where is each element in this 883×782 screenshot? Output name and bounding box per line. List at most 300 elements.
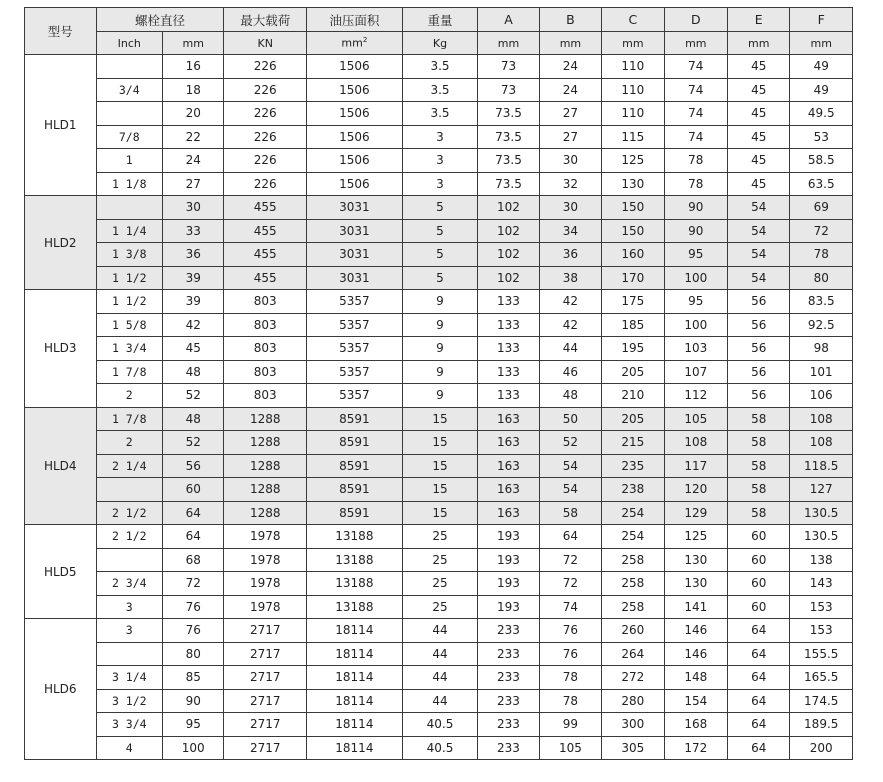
cell-c: 110 (602, 102, 664, 126)
cell-weight: 9 (402, 290, 478, 314)
cell-load: 1978 (224, 548, 307, 572)
cell-load: 226 (224, 172, 307, 196)
cell-area: 8591 (307, 431, 403, 455)
cell-e: 60 (728, 595, 790, 619)
cell-a: 163 (478, 501, 539, 525)
cell-a: 73.5 (478, 172, 539, 196)
table-row (25, 149, 853, 173)
cell-d: 74 (664, 78, 727, 102)
cell-area: 5357 (307, 290, 403, 314)
cell-c: 215 (602, 431, 664, 455)
cell-d: 95 (664, 290, 727, 314)
cell-inch: 1 1/4 (96, 219, 162, 243)
cell-a: 133 (478, 337, 539, 361)
cell-area: 1506 (307, 125, 403, 149)
cell-mm: 76 (162, 595, 223, 619)
table-row (25, 501, 853, 525)
cell-b: 27 (539, 125, 601, 149)
table-row (25, 642, 853, 666)
cell-load: 2717 (224, 689, 307, 713)
cell-weight: 5 (402, 196, 478, 220)
cell-weight: 44 (402, 666, 478, 690)
cell-load: 1288 (224, 454, 307, 478)
cell-area: 18114 (307, 689, 403, 713)
cell-weight: 3 (402, 149, 478, 173)
cell-c: 185 (602, 313, 664, 337)
cell-b: 54 (539, 478, 601, 502)
cell-c: 258 (602, 548, 664, 572)
cell-f: 143 (790, 572, 853, 596)
cell-load: 455 (224, 266, 307, 290)
table-row (25, 337, 853, 361)
cell-f: 130.5 (790, 525, 853, 549)
cell-b: 24 (539, 78, 601, 102)
cell-f: 53 (790, 125, 853, 149)
cell-d: 74 (664, 125, 727, 149)
table-row (25, 102, 853, 126)
cell-weight: 9 (402, 360, 478, 384)
cell-c: 150 (602, 219, 664, 243)
cell-area: 13188 (307, 572, 403, 596)
cell-load: 1288 (224, 478, 307, 502)
cell-load: 226 (224, 125, 307, 149)
cell-f: 58.5 (790, 149, 853, 173)
cell-f: 78 (790, 243, 853, 267)
cell-model: HLD1 (25, 55, 97, 196)
cell-f: 127 (790, 478, 853, 502)
cell-inch: 1 7/8 (96, 360, 162, 384)
cell-load: 1288 (224, 407, 307, 431)
cell-d: 117 (664, 454, 727, 478)
cell-c: 300 (602, 713, 664, 737)
cell-area: 8591 (307, 454, 403, 478)
cell-e: 54 (728, 196, 790, 220)
cell-a: 102 (478, 266, 539, 290)
table-row (25, 55, 853, 79)
cell-a: 102 (478, 196, 539, 220)
cell-e: 45 (728, 172, 790, 196)
cell-c: 235 (602, 454, 664, 478)
cell-inch: 2 1/2 (96, 525, 162, 549)
cell-inch: 3 1/2 (96, 689, 162, 713)
cell-mm: 90 (162, 689, 223, 713)
cell-b: 72 (539, 572, 601, 596)
cell-f: 153 (790, 595, 853, 619)
header-weight: 重量 (402, 8, 478, 32)
cell-b: 74 (539, 595, 601, 619)
cell-e: 60 (728, 548, 790, 572)
cell-d: 154 (664, 689, 727, 713)
cell-b: 46 (539, 360, 601, 384)
cell-d: 103 (664, 337, 727, 361)
cell-c: 305 (602, 736, 664, 760)
cell-e: 58 (728, 501, 790, 525)
cell-load: 1288 (224, 501, 307, 525)
cell-a: 133 (478, 384, 539, 408)
cell-a: 233 (478, 713, 539, 737)
cell-d: 146 (664, 642, 727, 666)
cell-d: 100 (664, 313, 727, 337)
cell-load: 226 (224, 149, 307, 173)
table-row (25, 360, 853, 384)
table-row (25, 454, 853, 478)
cell-b: 78 (539, 666, 601, 690)
table-row (25, 78, 853, 102)
cell-b: 99 (539, 713, 601, 737)
cell-c: 258 (602, 595, 664, 619)
cell-area: 18114 (307, 666, 403, 690)
cell-weight: 40.5 (402, 713, 478, 737)
cell-f: 63.5 (790, 172, 853, 196)
header-e: E (728, 8, 790, 32)
cell-c: 115 (602, 125, 664, 149)
cell-e: 56 (728, 313, 790, 337)
cell-load: 1978 (224, 572, 307, 596)
cell-weight: 15 (402, 478, 478, 502)
cell-f: 98 (790, 337, 853, 361)
cell-mm: 36 (162, 243, 223, 267)
cell-f: 83.5 (790, 290, 853, 314)
cell-e: 64 (728, 666, 790, 690)
cell-mm: 39 (162, 290, 223, 314)
cell-mm: 72 (162, 572, 223, 596)
cell-weight: 9 (402, 313, 478, 337)
cell-mm: 45 (162, 337, 223, 361)
cell-e: 45 (728, 149, 790, 173)
cell-weight: 5 (402, 266, 478, 290)
cell-load: 1288 (224, 431, 307, 455)
cell-a: 193 (478, 548, 539, 572)
table-row (25, 736, 853, 760)
cell-c: 272 (602, 666, 664, 690)
table-row (25, 478, 853, 502)
unit-weight: Kg (402, 32, 478, 55)
cell-mm: 52 (162, 431, 223, 455)
unit-load: KN (224, 32, 307, 55)
table-row (25, 196, 853, 220)
table-row (25, 313, 853, 337)
cell-d: 108 (664, 431, 727, 455)
cell-c: 175 (602, 290, 664, 314)
cell-e: 54 (728, 243, 790, 267)
cell-d: 146 (664, 619, 727, 643)
cell-d: 112 (664, 384, 727, 408)
header-a: A (478, 8, 539, 32)
cell-e: 45 (728, 125, 790, 149)
cell-f: 130.5 (790, 501, 853, 525)
cell-area: 3031 (307, 219, 403, 243)
cell-inch (96, 196, 162, 220)
cell-b: 44 (539, 337, 601, 361)
cell-e: 64 (728, 713, 790, 737)
cell-area: 3031 (307, 266, 403, 290)
cell-a: 163 (478, 478, 539, 502)
cell-e: 56 (728, 290, 790, 314)
table-row (25, 431, 853, 455)
cell-inch: 1 5/8 (96, 313, 162, 337)
cell-f: 69 (790, 196, 853, 220)
cell-inch (96, 642, 162, 666)
cell-e: 45 (728, 78, 790, 102)
cell-mm: 33 (162, 219, 223, 243)
cell-mm: 85 (162, 666, 223, 690)
cell-weight: 9 (402, 337, 478, 361)
table-row (25, 666, 853, 690)
cell-b: 30 (539, 149, 601, 173)
cell-d: 90 (664, 196, 727, 220)
cell-b: 64 (539, 525, 601, 549)
cell-mm: 100 (162, 736, 223, 760)
cell-area: 5357 (307, 360, 403, 384)
cell-inch: 1 1/8 (96, 172, 162, 196)
cell-c: 260 (602, 619, 664, 643)
cell-e: 64 (728, 619, 790, 643)
cell-inch (96, 548, 162, 572)
cell-f: 138 (790, 548, 853, 572)
cell-f: 174.5 (790, 689, 853, 713)
cell-a: 73 (478, 55, 539, 79)
unit-c: mm (602, 32, 664, 55)
cell-a: 233 (478, 642, 539, 666)
cell-d: 148 (664, 666, 727, 690)
table-row (25, 689, 853, 713)
cell-d: 129 (664, 501, 727, 525)
cell-a: 73.5 (478, 125, 539, 149)
cell-inch: 2 (96, 431, 162, 455)
cell-area: 5357 (307, 313, 403, 337)
cell-area: 8591 (307, 407, 403, 431)
cell-f: 108 (790, 431, 853, 455)
cell-c: 150 (602, 196, 664, 220)
cell-f: 189.5 (790, 713, 853, 737)
cell-f: 165.5 (790, 666, 853, 690)
cell-weight: 5 (402, 243, 478, 267)
unit-b: mm (539, 32, 601, 55)
cell-c: 264 (602, 642, 664, 666)
cell-b: 72 (539, 548, 601, 572)
cell-e: 54 (728, 219, 790, 243)
header-row (25, 8, 853, 32)
cell-f: 92.5 (790, 313, 853, 337)
cell-b: 54 (539, 454, 601, 478)
cell-mm: 80 (162, 642, 223, 666)
header-model: 型号 (25, 8, 97, 55)
cell-f: 200 (790, 736, 853, 760)
cell-weight: 15 (402, 454, 478, 478)
cell-c: 254 (602, 501, 664, 525)
unit-area-base: mm (341, 36, 363, 50)
cell-d: 141 (664, 595, 727, 619)
cell-e: 58 (728, 431, 790, 455)
cell-a: 73.5 (478, 149, 539, 173)
cell-mm: 27 (162, 172, 223, 196)
cell-inch: 3 1/4 (96, 666, 162, 690)
cell-area: 1506 (307, 102, 403, 126)
cell-c: 170 (602, 266, 664, 290)
cell-d: 100 (664, 266, 727, 290)
cell-a: 73.5 (478, 102, 539, 126)
cell-load: 803 (224, 290, 307, 314)
header-b: B (539, 8, 601, 32)
cell-c: 125 (602, 149, 664, 173)
cell-inch: 1 1/2 (96, 266, 162, 290)
table-row (25, 713, 853, 737)
cell-e: 64 (728, 642, 790, 666)
cell-f: 49 (790, 78, 853, 102)
cell-d: 78 (664, 149, 727, 173)
cell-mm: 95 (162, 713, 223, 737)
table-row (25, 407, 853, 431)
cell-c: 254 (602, 525, 664, 549)
cell-load: 226 (224, 102, 307, 126)
cell-area: 13188 (307, 525, 403, 549)
cell-load: 2717 (224, 666, 307, 690)
cell-weight: 25 (402, 525, 478, 549)
cell-d: 130 (664, 548, 727, 572)
cell-inch: 3 3/4 (96, 713, 162, 737)
unit-inch: Inch (96, 32, 162, 55)
cell-f: 118.5 (790, 454, 853, 478)
cell-mm: 30 (162, 196, 223, 220)
cell-b: 50 (539, 407, 601, 431)
cell-d: 105 (664, 407, 727, 431)
cell-e: 56 (728, 337, 790, 361)
cell-e: 56 (728, 384, 790, 408)
cell-b: 42 (539, 313, 601, 337)
cell-weight: 3 (402, 172, 478, 196)
cell-a: 133 (478, 313, 539, 337)
cell-c: 160 (602, 243, 664, 267)
unit-area-sup: 2 (362, 36, 368, 45)
cell-model: HLD2 (25, 196, 97, 290)
cell-mm: 52 (162, 384, 223, 408)
cell-area: 1506 (307, 78, 403, 102)
cell-e: 60 (728, 525, 790, 549)
table-row (25, 595, 853, 619)
cell-b: 76 (539, 642, 601, 666)
cell-a: 233 (478, 736, 539, 760)
cell-d: 74 (664, 102, 727, 126)
table-row (25, 384, 853, 408)
cell-model: HLD6 (25, 619, 97, 760)
cell-e: 64 (728, 736, 790, 760)
cell-inch: 2 3/4 (96, 572, 162, 596)
cell-load: 226 (224, 55, 307, 79)
table-header (25, 8, 853, 55)
cell-weight: 3.5 (402, 78, 478, 102)
cell-model: HLD4 (25, 407, 97, 525)
cell-area: 18114 (307, 713, 403, 737)
cell-d: 120 (664, 478, 727, 502)
cell-inch: 1 7/8 (96, 407, 162, 431)
cell-mm: 20 (162, 102, 223, 126)
table-row (25, 619, 853, 643)
cell-weight: 5 (402, 219, 478, 243)
cell-e: 54 (728, 266, 790, 290)
cell-load: 803 (224, 384, 307, 408)
cell-b: 105 (539, 736, 601, 760)
cell-c: 205 (602, 407, 664, 431)
table-row (25, 243, 853, 267)
unit-a: mm (478, 32, 539, 55)
cell-mm: 60 (162, 478, 223, 502)
cell-inch: 2 (96, 384, 162, 408)
cell-b: 38 (539, 266, 601, 290)
cell-d: 125 (664, 525, 727, 549)
cell-load: 803 (224, 337, 307, 361)
cell-load: 803 (224, 313, 307, 337)
cell-c: 238 (602, 478, 664, 502)
cell-d: 78 (664, 172, 727, 196)
cell-a: 193 (478, 595, 539, 619)
table-row (25, 548, 853, 572)
cell-b: 42 (539, 290, 601, 314)
cell-b: 30 (539, 196, 601, 220)
cell-load: 2717 (224, 713, 307, 737)
cell-f: 72 (790, 219, 853, 243)
cell-model: HLD5 (25, 525, 97, 619)
cell-weight: 25 (402, 595, 478, 619)
cell-f: 108 (790, 407, 853, 431)
table-row (25, 572, 853, 596)
cell-area: 3031 (307, 196, 403, 220)
table-row (25, 525, 853, 549)
table-row (25, 219, 853, 243)
cell-area: 13188 (307, 595, 403, 619)
cell-area: 13188 (307, 548, 403, 572)
cell-weight: 44 (402, 689, 478, 713)
cell-f: 80 (790, 266, 853, 290)
cell-area: 5357 (307, 337, 403, 361)
cell-a: 233 (478, 619, 539, 643)
unit-e: mm (728, 32, 790, 55)
cell-mm: 56 (162, 454, 223, 478)
cell-mm: 68 (162, 548, 223, 572)
cell-inch: 1 1/2 (96, 290, 162, 314)
cell-b: 36 (539, 243, 601, 267)
cell-b: 24 (539, 55, 601, 79)
cell-c: 258 (602, 572, 664, 596)
cell-weight: 25 (402, 548, 478, 572)
cell-a: 133 (478, 360, 539, 384)
cell-weight: 15 (402, 431, 478, 455)
cell-weight: 15 (402, 407, 478, 431)
cell-load: 226 (224, 78, 307, 102)
cell-inch: 1 3/8 (96, 243, 162, 267)
cell-mm: 76 (162, 619, 223, 643)
cell-load: 2717 (224, 619, 307, 643)
cell-c: 280 (602, 689, 664, 713)
cell-inch (96, 55, 162, 79)
cell-inch (96, 478, 162, 502)
cell-weight: 44 (402, 642, 478, 666)
cell-f: 101 (790, 360, 853, 384)
cell-area: 18114 (307, 642, 403, 666)
cell-mm: 39 (162, 266, 223, 290)
cell-e: 56 (728, 360, 790, 384)
cell-weight: 9 (402, 384, 478, 408)
cell-c: 110 (602, 55, 664, 79)
unit-area (307, 32, 403, 55)
cell-area: 1506 (307, 172, 403, 196)
cell-d: 107 (664, 360, 727, 384)
table-row (25, 172, 853, 196)
cell-e: 45 (728, 55, 790, 79)
cell-a: 193 (478, 572, 539, 596)
unit-row (25, 32, 853, 55)
cell-a: 233 (478, 689, 539, 713)
cell-weight: 3.5 (402, 55, 478, 79)
